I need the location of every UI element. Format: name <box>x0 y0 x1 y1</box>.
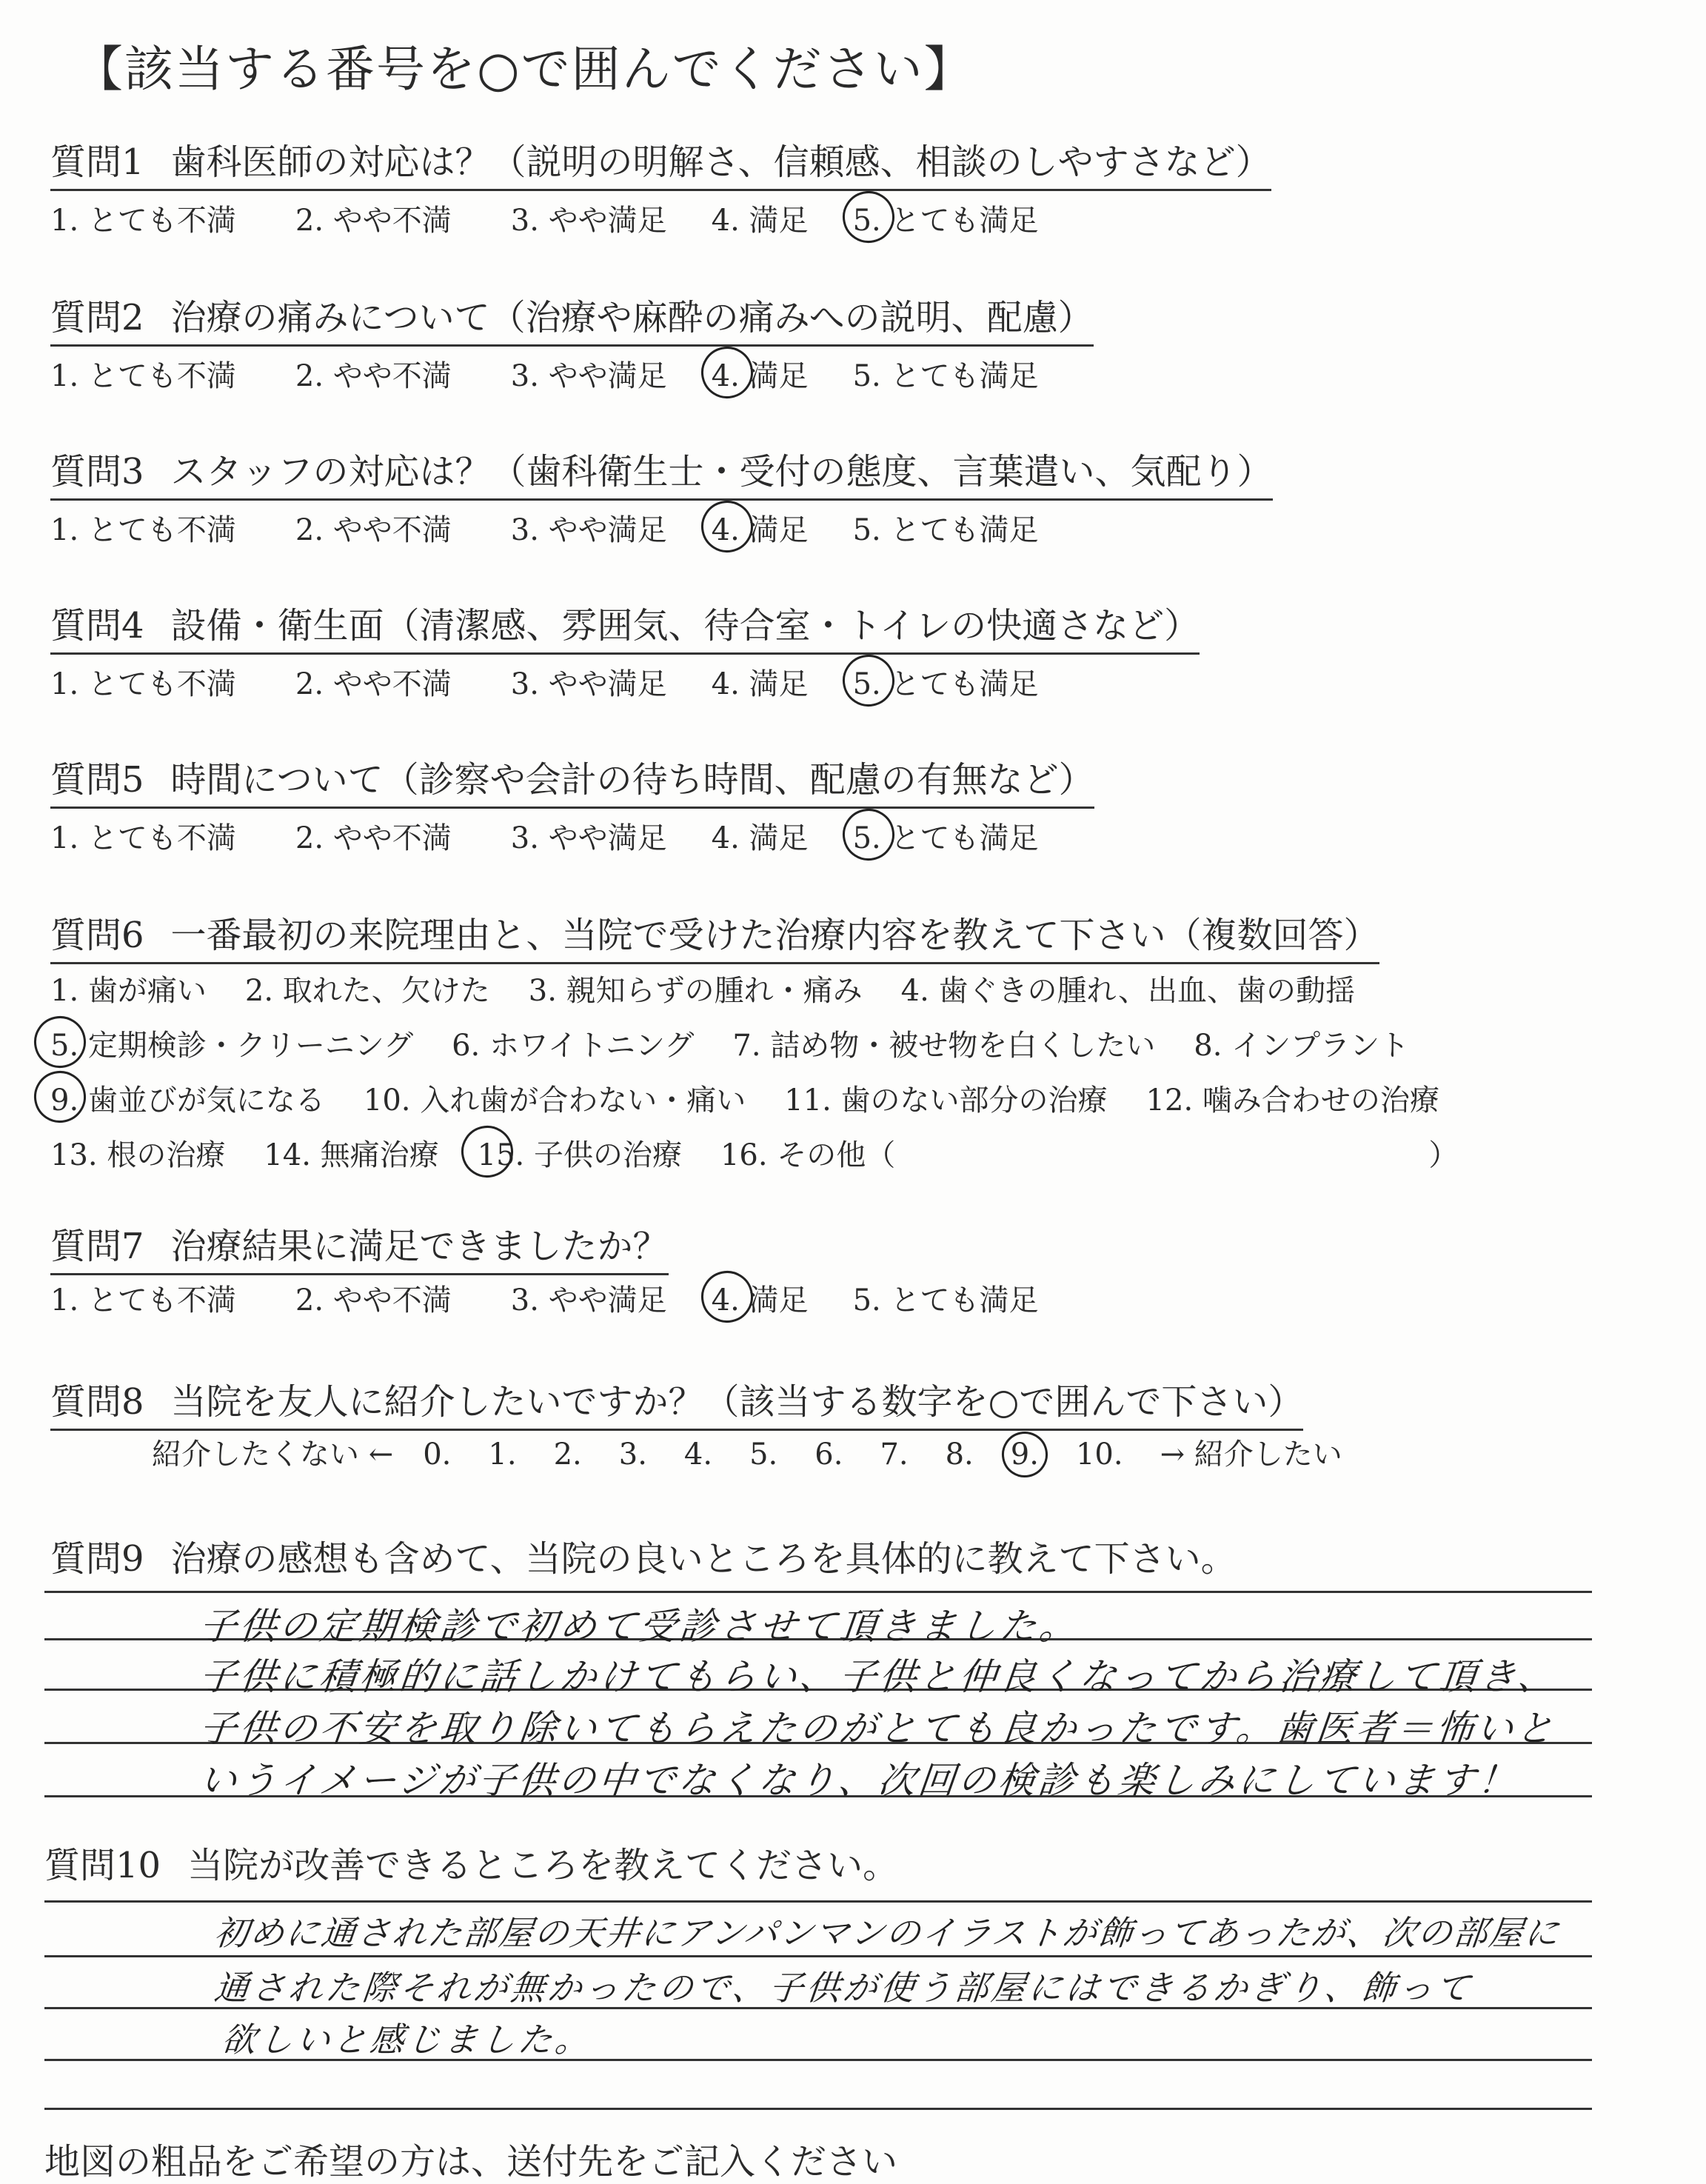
question-6-title <box>50 906 1379 964</box>
answer-line <box>44 1955 1592 1957</box>
scale-value-1[interactable]: 1. <box>488 1437 517 1472</box>
q3-option-1[interactable]: 1. とても不満 <box>50 513 236 547</box>
question-6-options <box>50 967 1496 1186</box>
question-6-other-close: ） <box>1428 1138 1459 1172</box>
scale-value-10[interactable]: 10. <box>1075 1437 1123 1472</box>
question-10-answer-line-1: 初めに通された部屋の天井にアンパンマンのイラストが飾ってあったが、次の部屋に <box>212 1913 1562 1953</box>
selection-circle <box>997 1427 1052 1482</box>
question-2-title <box>50 289 1094 347</box>
question-6-option[interactable]: 7. 詰め物・被せ物を白くしたい <box>732 1029 1156 1063</box>
q2-option-5[interactable]: 5. とても満足 <box>852 359 1039 393</box>
scale-value-9[interactable]: 9. <box>1011 1437 1039 1472</box>
question-10-answer-line-3: 欲しいと感じました。 <box>219 2020 595 2060</box>
q7-option-2[interactable]: 2. やや不満 <box>295 1283 452 1318</box>
question-6-row <box>50 967 1496 1013</box>
q7-option-1[interactable]: 1. とても不満 <box>50 1283 236 1318</box>
scale-value-3[interactable]: 3. <box>618 1437 647 1472</box>
selection-circle <box>456 1121 518 1182</box>
question-1-title <box>50 133 1271 191</box>
scale-value-7[interactable]: 7. <box>880 1437 909 1472</box>
answer-line <box>44 2108 1592 2110</box>
question-3-text: スタッフの対応は？（歯科衛生士・受付の態度、言葉遣い、気配り） <box>170 451 1273 492</box>
question-10-answer-line-2: 通された際それが無かったので、子供が使う部屋にはできるかぎり、飾って <box>212 1968 1475 2008</box>
question-4-text: 設備・衛生面（清潔感、雰囲気、待合室・トイレの快適さなど） <box>170 605 1200 647</box>
question-3-options <box>50 507 1038 549</box>
question-6-row <box>50 1022 1496 1068</box>
q7-option-5[interactable]: 5. とても満足 <box>852 1283 1039 1318</box>
question-5-options <box>50 815 1038 857</box>
question-7-options <box>50 1277 1038 1319</box>
question-10-number: 質問10 <box>44 1845 161 1886</box>
question-8-text: 当院を友人に紹介したいですか？（該当する数字を○で囲んで下さい） <box>170 1381 1304 1423</box>
q3-option-3[interactable]: 3. やや満足 <box>510 513 667 547</box>
answer-line <box>44 1591 1592 1593</box>
q5-option-1[interactable]: 1. とても不満 <box>50 821 236 855</box>
q1-option-2[interactable]: 2. やや不満 <box>295 204 452 238</box>
question-7-title <box>50 1218 669 1275</box>
question-7-text: 治療結果に満足できましたか？ <box>170 1226 669 1267</box>
q1-option-4[interactable]: 4. 満足 <box>711 204 809 238</box>
scale-value-0[interactable]: 0. <box>423 1437 452 1472</box>
question-6-option[interactable]: 5. 定期検診・クリーニング <box>50 1022 413 1064</box>
selection-circle <box>696 495 757 557</box>
question-6-option[interactable]: 15. 子供の治療 <box>478 1132 682 1174</box>
answer-line <box>44 1900 1592 1903</box>
q2-option-1[interactable]: 1. とても不満 <box>50 359 236 393</box>
question-6-row <box>50 1132 1496 1178</box>
scale-value-8[interactable]: 8. <box>945 1437 974 1472</box>
q1-option-5[interactable]: 5. とても満足 <box>853 197 1039 239</box>
form-heading: 【該当する番号を○で囲んでください】 <box>74 41 974 98</box>
question-3-title <box>50 443 1273 501</box>
question-6-option[interactable]: 6. ホワイトニング <box>452 1029 695 1063</box>
question-9-answer-line-3: 子供の不安を取り除いてもらえたのがとても良かったです。歯医者＝怖いと <box>197 1707 1559 1750</box>
q1-option-3[interactable]: 3. やや満足 <box>510 204 667 238</box>
question-7-number: 質問7 <box>50 1226 144 1267</box>
q2-option-2[interactable]: 2. やや不満 <box>295 359 452 393</box>
q4-option-5[interactable]: 5. とても満足 <box>853 661 1039 703</box>
question-6-option[interactable]: 13. 根の治療 <box>50 1138 226 1172</box>
question-9-title <box>50 1530 1237 1581</box>
question-6-option[interactable]: 9. 歯並びが気になる <box>50 1077 325 1119</box>
q4-option-1[interactable]: 1. とても不満 <box>50 667 236 701</box>
q4-option-2[interactable]: 2. やや不満 <box>295 667 452 701</box>
question-6-option[interactable]: 11. 歯のない部分の治療 <box>784 1083 1108 1118</box>
selection-circle <box>837 186 899 247</box>
question-6-option[interactable]: 10. 入れ歯が合わない・痛い <box>363 1083 746 1118</box>
selection-circle <box>29 1011 90 1072</box>
selection-circle <box>29 1066 90 1127</box>
question-4-title <box>50 597 1200 655</box>
question-6-option[interactable]: 3. 親知らずの腫れ・痛み <box>528 974 863 1008</box>
q3-option-5[interactable]: 5. とても満足 <box>852 513 1039 547</box>
question-8-scale <box>152 1431 1342 1473</box>
scale-value-5[interactable]: 5. <box>749 1437 778 1472</box>
selection-circle <box>696 341 757 403</box>
question-6-row <box>50 1077 1496 1123</box>
scale-value-2[interactable]: 2. <box>553 1437 582 1472</box>
scale-value-6[interactable]: 6. <box>814 1437 843 1472</box>
question-5-number: 質問5 <box>50 759 144 801</box>
q5-option-5[interactable]: 5. とても満足 <box>853 815 1039 857</box>
question-10-text: 当院が改善できるところを教えてください。 <box>187 1845 899 1886</box>
question-2-number: 質問2 <box>50 297 144 338</box>
footer-instruction-cut-off: 地図の粗品をご希望の方は、送付先をご記入ください <box>44 2141 898 2183</box>
question-6-option[interactable]: 4. 歯ぐきの腫れ、出血、歯の動揺 <box>900 974 1355 1008</box>
q3-option-2[interactable]: 2. やや不満 <box>295 513 452 547</box>
scale-right-label: → 紹介したい <box>1160 1437 1342 1472</box>
question-1-text: 歯科医師の対応は？（説明の明解さ、信頼感、相談のしやすさなど） <box>170 141 1271 183</box>
question-2-options <box>50 353 1038 395</box>
q2-option-4[interactable]: 4. 満足 <box>712 353 809 395</box>
question-6-option[interactable]: 14. 無痛治療 <box>264 1138 439 1172</box>
question-10-title <box>44 1837 898 1888</box>
selection-circle <box>837 804 899 865</box>
question-1-number: 質問1 <box>50 141 144 183</box>
q4-option-4[interactable]: 4. 満足 <box>711 667 809 701</box>
question-8-number: 質問8 <box>50 1381 144 1423</box>
question-6-option[interactable]: 8. インプラント <box>1194 1029 1410 1063</box>
q1-option-1[interactable]: 1. とても不満 <box>50 204 236 238</box>
question-5-title <box>50 751 1094 809</box>
question-3-number: 質問3 <box>50 451 144 492</box>
selection-circle <box>696 1266 757 1327</box>
q5-option-2[interactable]: 2. やや不満 <box>295 821 452 855</box>
question-5-text: 時間について（診察や会計の待ち時間、配慮の有無など） <box>170 759 1094 801</box>
q2-option-3[interactable]: 3. やや満足 <box>510 359 667 393</box>
question-9-answer-line-2: 子供に積極的に話しかけてもらい、子供と仲良くなってから治療して頂き、 <box>197 1655 1560 1698</box>
question-1-options <box>50 197 1038 239</box>
selection-circle <box>837 649 899 711</box>
q7-option-3[interactable]: 3. やや満足 <box>510 1283 667 1318</box>
question-9-answer-line-4: いうイメージが子供の中でなくなり、次回の検診も楽しみにしています！ <box>197 1759 1521 1802</box>
question-9-number: 質問9 <box>50 1538 144 1580</box>
question-6-option[interactable]: 2. 取れた、欠けた <box>244 974 490 1008</box>
q5-option-3[interactable]: 3. やや満足 <box>510 821 667 855</box>
question-6-option[interactable]: 16. その他（ <box>720 1138 896 1172</box>
question-6-option[interactable]: 12. 噛み合わせの治療 <box>1145 1083 1439 1118</box>
question-8-title <box>50 1373 1303 1431</box>
scale-value-4[interactable]: 4. <box>683 1437 713 1472</box>
question-4-number: 質問4 <box>50 605 144 647</box>
question-6-text: 一番最初の来院理由と、当院で受けた治療内容を教えて下さい（複数回答） <box>170 915 1379 956</box>
question-4-options <box>50 661 1038 703</box>
question-9-text: 治療の感想も含めて、当院の良いところを具体的に教えて下さい。 <box>170 1538 1237 1580</box>
scale-left-label: 紹介したくない ← <box>152 1437 394 1472</box>
q4-option-3[interactable]: 3. やや満足 <box>510 667 667 701</box>
question-6-option[interactable]: 1. 歯が痛い <box>50 974 207 1008</box>
question-9-answer-line-1: 子供の定期検診で初めて受診させて頂きました。 <box>197 1605 1082 1648</box>
q7-option-4[interactable]: 4. 満足 <box>712 1277 809 1319</box>
question-6-number: 質問6 <box>50 915 144 956</box>
q3-option-4[interactable]: 4. 満足 <box>712 507 809 549</box>
q5-option-4[interactable]: 4. 満足 <box>711 821 809 855</box>
question-2-text: 治療の痛みについて（治療や麻酔の痛みへの説明、配慮） <box>170 297 1094 338</box>
